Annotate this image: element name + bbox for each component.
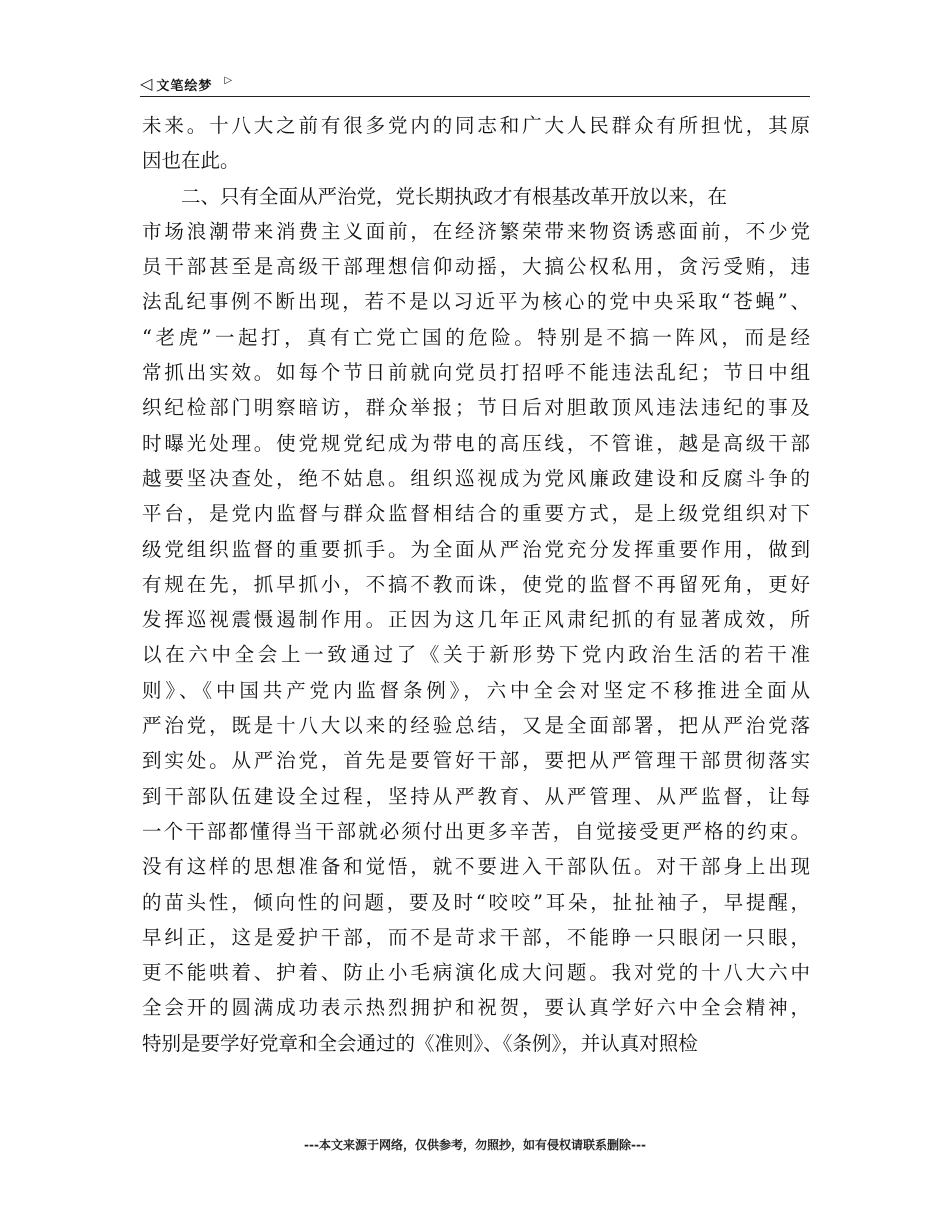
page-footer: ---本文来源于网络，仅供参考，勿照抄，如有侵权请联系删除--- <box>304 1138 646 1152</box>
body-line: 越要坚决查处，绝不姑息。组织巡视成为党风廉政建设和反腐斗争的 <box>142 466 810 490</box>
body-line: 时曝光处理。使党规党纪成为带电的高压线，不管谁，越是高级干部 <box>142 431 810 455</box>
body-line: 更不能哄着、护着、防止小毛病演化成大问题。我对党的十八大六中 <box>142 961 810 985</box>
body-line: 一个干部都懂得当干部就必须付出更多辛苦，自觉接受更严格的约束。 <box>142 819 810 843</box>
body-line: 严治党，既是十八大以来的经验总结，又是全面部署，把从严治党落 <box>142 714 810 738</box>
body-line: 织纪检部门明察暗访，群众举报；节日后对胆敢顶风违法违纪的事及 <box>142 396 810 420</box>
body-line: “老虎”一起打，真有亡党亡国的危险。特别是不搞一阵风，而是经 <box>142 325 810 349</box>
header-brand: 文笔绘梦 <box>156 78 213 94</box>
body-line: 没有这样的思想准备和觉悟，就不要进入干部队伍。对干部身上出现 <box>142 855 810 879</box>
body-line: 全会开的圆满成功表示热烈拥护和祝贺，要认真学好六中全会精神， <box>142 996 810 1020</box>
body-line: 因也在此。 <box>142 149 240 173</box>
body-line: 的苗头性，倾向性的问题，要及时“咬咬”耳朵，扯扯袖子，早提醒， <box>142 890 810 914</box>
body-line: 法乱纪事例不断出现，若不是以习近平为核心的党中央采取“苍蝇”、 <box>142 290 810 314</box>
page-header <box>140 72 810 96</box>
document-body <box>142 108 810 1061</box>
body-line: 市场浪潮带来消费主义面前，在经济繁荣带来物资诱惑面前，不少党 <box>142 219 810 243</box>
body-line: 有规在先，抓早抓小，不搞不教而诛，使党的监督不再留死角，更好 <box>142 572 810 596</box>
body-line: 未来。十八大之前有很多党内的同志和广大人民群众有所担忧，其原 <box>142 114 810 137</box>
body-line: 早纠正，这是爱护干部，而不是苛求干部，不能睁一只眼闭一只眼， <box>142 925 810 949</box>
body-line: 二、只有全面从严治党，党长期执政才有根基改革开放以来，在 <box>142 184 728 208</box>
body-line: 员干部甚至是高级干部理想信仰动摇，大搞公权私用，贪污受贿，违 <box>142 255 810 279</box>
body-line: 到实处。从严治党，首先是要管好干部，要把从严管理干部贯彻落实 <box>142 749 810 773</box>
body-line: 则》、《中国共产党内监督条例》，六中全会对坚定不移推进全面从 <box>142 678 810 702</box>
body-line: 常抓出实效。如每个节日前就向党员打招呼不能违法乱纪；节日中组 <box>142 361 810 385</box>
body-line: 级党组织监督的重要抓手。为全面从严治党充分发挥重要作用，做到 <box>142 537 810 561</box>
body-line: 到干部队伍建设全过程，坚持从严教育、从严管理、从严监督，让每 <box>142 784 810 808</box>
body-line: 发挥巡视震慑遏制作用。正因为这几年正风肃纪抓的有显著成效，所 <box>142 608 810 632</box>
body-line: 特别是要学好党章和全会通过的《准则》、《条例》，并认真对照检 <box>142 1031 698 1055</box>
body-line: 以在六中全会上一致通过了《关于新形势下党内政治生活的若干准 <box>142 643 810 667</box>
left-triangle-icon: ◁ <box>140 74 153 93</box>
body-line: 平台，是党内监督与群众监督相结合的重要方式，是上级党组织对下 <box>142 502 810 526</box>
right-triangle-icon: ▷ <box>224 74 233 86</box>
header-rule <box>140 96 810 97</box>
